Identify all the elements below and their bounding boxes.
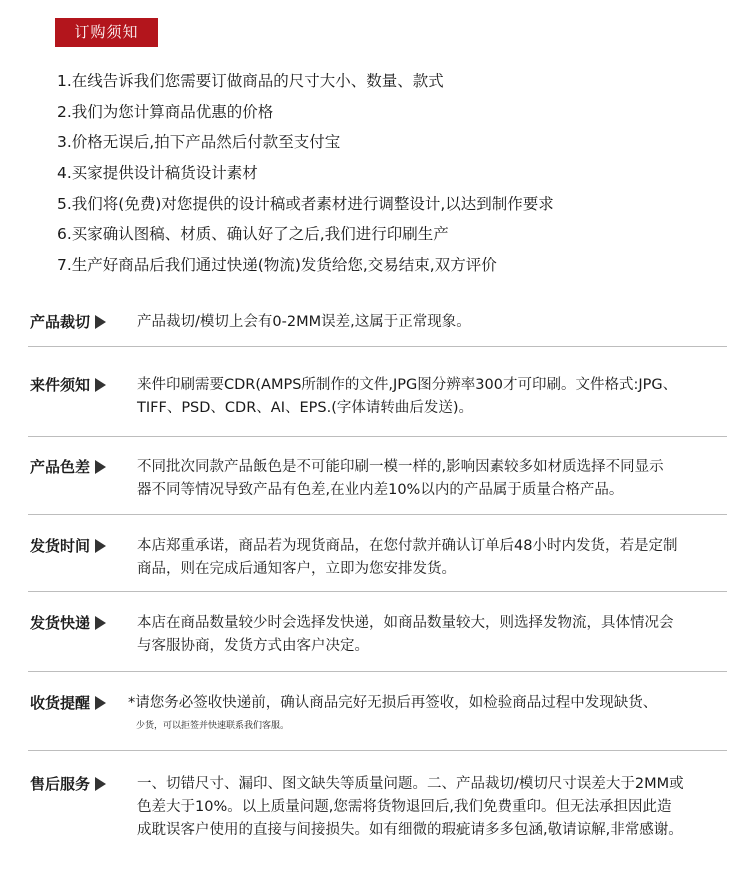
order-step: 1.在线告诉我们您需要订做商品的尺寸大小、数量、款式 [57,72,444,90]
triangle-right-icon [95,460,106,474]
section-content [137,456,732,502]
section-label [30,612,106,635]
section-line: 一、切错尺寸、漏印、图文缺失等质量问题。二、产品裁切/模切尺寸误差大于2MM或 [137,776,684,792]
section-label [30,692,106,715]
section-divider [28,514,727,515]
section-label-text: 发货快递 [30,614,91,632]
section-line: 本店在商品数量较少时会选择发快递，如商品数量较大，则选择发物流，具体情况会 [137,615,674,631]
section-content [137,773,732,842]
order-step: 5.我们将(免费)对您提供的设计稿或者素材进行调整设计,以达到制作要求 [57,194,554,213]
section-divider [28,436,727,437]
section-divider [28,591,727,592]
section-line: TIFF、PSD、CDR、AI、EPS.(字体请转曲后发送)。 [137,400,474,416]
section-label [30,456,106,479]
section-line: 不同批次同款产品飯色是不可能印刷一模一样的,影响因素较多如材质选择不同显示 [137,459,664,475]
section-content [137,612,732,658]
order-step: 6.买家确认图稿、材质、确认好了之后,我们进行印刷生产 [57,225,449,244]
section-content [137,311,732,334]
triangle-right-icon [95,315,106,329]
section-label-text: 售后服务 [30,775,91,793]
section-label-text: 产品裁切 [30,313,91,331]
section-label [30,374,106,397]
triangle-right-icon [95,378,106,392]
section-line: 来件印刷需要CDR(AMPS所制作的文件,JPG图分辨率300才可印刷。文件格式:JPG、 [137,377,678,393]
order-notice-title: 订购须知 [55,18,158,47]
section-label-text: 收货提醒 [30,694,91,712]
section-line: 成耽误客户使用的直接与间接损失。如有细微的瑕疵请多多包涵,敬请谅解,非常感谢。 [137,822,683,838]
section-divider [28,671,727,672]
section-line: 少货，可以拒签并快速联系我们客服。 [136,721,290,731]
section-line: *请您务必签收快递前，确认商品完好无损后再签收，如检验商品过程中发现缺货、 [128,695,658,711]
section-label [30,773,106,796]
section-content [128,692,723,738]
section-line: 商品，则在完成后通知客户，立即为您安排发货。 [137,561,456,577]
triangle-right-icon [95,777,106,791]
order-step: 4.买家提供设计稿货设计素材 [57,164,258,183]
order-steps-list [57,66,737,281]
section-label [30,535,106,558]
section-divider [28,750,727,751]
section-content [137,535,732,581]
section-line: 与客服协商，发货方式由客户决定。 [137,638,369,654]
section-label-text: 产品色差 [30,458,91,476]
section-line: 色差大于10%。以上质量问题,您需将货物退回后,我们免费重印。但无法承担因此造 [137,799,672,815]
section-line: 器不同等情况导致产品有色差,在业内差10%以内的产品属于质量合格产品。 [137,482,624,498]
triangle-right-icon [95,696,106,710]
section-content [137,374,732,420]
section-line: 产品裁切/模切上会有0-2MM误差,这属于正常现象。 [137,314,471,330]
triangle-right-icon [95,616,106,630]
section-label-text: 发货时间 [30,537,91,555]
triangle-right-icon [95,539,106,553]
order-step: 7.生产好商品后我们通过快递(物流)发货给您,交易结束,双方评价 [57,256,497,275]
section-divider [28,346,727,347]
order-step: 3.价格无误后,拍下产品然后付款至支付宝 [57,133,341,152]
section-line: 本店郑重承诺，商品若为现货商品，在您付款并确认订单后48小时内发货，若是定制 [137,538,678,554]
section-label [30,311,106,334]
order-step: 2.我们为您计算商品优惠的价格 [57,102,274,121]
section-label-text: 来件须知 [30,376,91,394]
